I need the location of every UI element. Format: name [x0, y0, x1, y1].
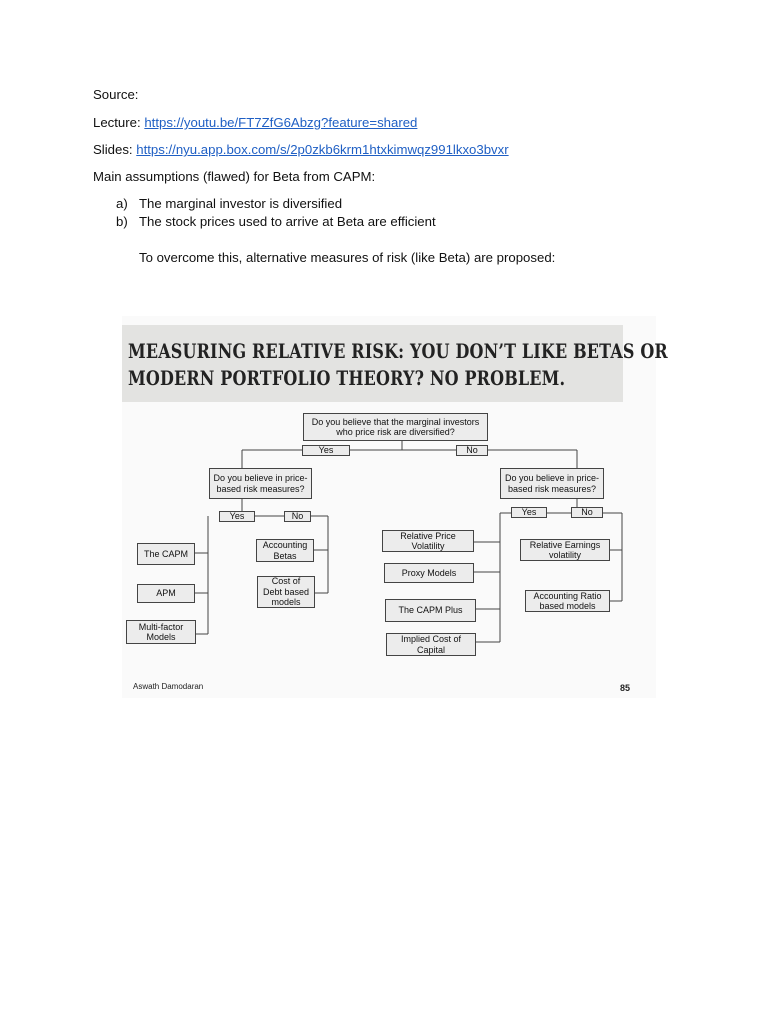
assumption-item	[116, 213, 436, 231]
slide-image	[122, 316, 668, 698]
root-no-label: No	[456, 445, 488, 456]
alternative-measures-note: To overcome this, alternative measures of risk (like Beta) are proposed:	[139, 250, 556, 265]
model-box-multi-factor: Multi-factor Models	[126, 620, 196, 644]
list-marker: a)	[116, 196, 128, 211]
slide-title-line-1: MEASURING RELATIVE RISK: YOU DON’T LIKE BETAS OR	[128, 340, 668, 363]
model-box-relative-earnings-volatility: Relative Earnings volatility	[520, 539, 610, 561]
model-box-implied-cost-of-capital: Implied Cost of Capital	[386, 633, 476, 656]
left-yes-label: Yes	[219, 511, 255, 522]
slide-author: Aswath Damodaran	[133, 682, 204, 691]
model-box-apm: APM	[137, 584, 195, 603]
lecture-label: Lecture:	[93, 115, 141, 130]
right-no-label: No	[571, 507, 603, 518]
model-box-accounting-betas: Accounting Betas	[256, 539, 314, 562]
slide-page-number: 85	[620, 683, 631, 693]
lecture-link[interactable]: https://youtu.be/FT7ZfG6Abzg?feature=shared	[144, 115, 418, 130]
list-marker: b)	[116, 214, 128, 229]
slide-title-line-2: MODERN PORTFOLIO THEORY? NO PROBLEM.	[128, 367, 566, 390]
assumption-item	[116, 195, 342, 213]
assumptions-heading: Main assumptions (flawed) for Beta from CAPM:	[93, 169, 376, 184]
model-box-accounting-ratio: Accounting Ratio based models	[525, 590, 610, 612]
model-box-cost-of-debt: Cost of Debt based models	[257, 576, 315, 608]
root-yes-label: Yes	[302, 445, 350, 456]
root-question-box: Do you believe that the marginal investors who price risk are diversified?	[303, 413, 488, 441]
right-yes-label: Yes	[511, 507, 547, 518]
right-question-box: Do you believe in price-based risk measures?	[500, 468, 604, 499]
slides-link[interactable]: https://nyu.app.box.com/s/2p0zkb6krm1htxkimwqz991lkxo3bvxr	[136, 142, 509, 157]
assumption-text: The stock prices used to arrive at Beta are efficient	[139, 214, 436, 229]
assumption-text: The marginal investor is diversified	[139, 196, 343, 211]
source-label: Source:	[93, 87, 139, 102]
model-box-proxy-models: Proxy Models	[384, 563, 474, 583]
left-question-box: Do you believe in price-based risk measures?	[209, 468, 312, 499]
slides-line	[93, 141, 509, 159]
lecture-line	[93, 114, 417, 132]
slides-label: Slides:	[93, 142, 133, 157]
left-no-label: No	[284, 511, 311, 522]
model-box-relative-price-volatility: Relative Price Volatility	[382, 530, 474, 552]
model-box-capm: The CAPM	[137, 543, 195, 565]
model-box-capm-plus: The CAPM Plus	[385, 599, 476, 622]
